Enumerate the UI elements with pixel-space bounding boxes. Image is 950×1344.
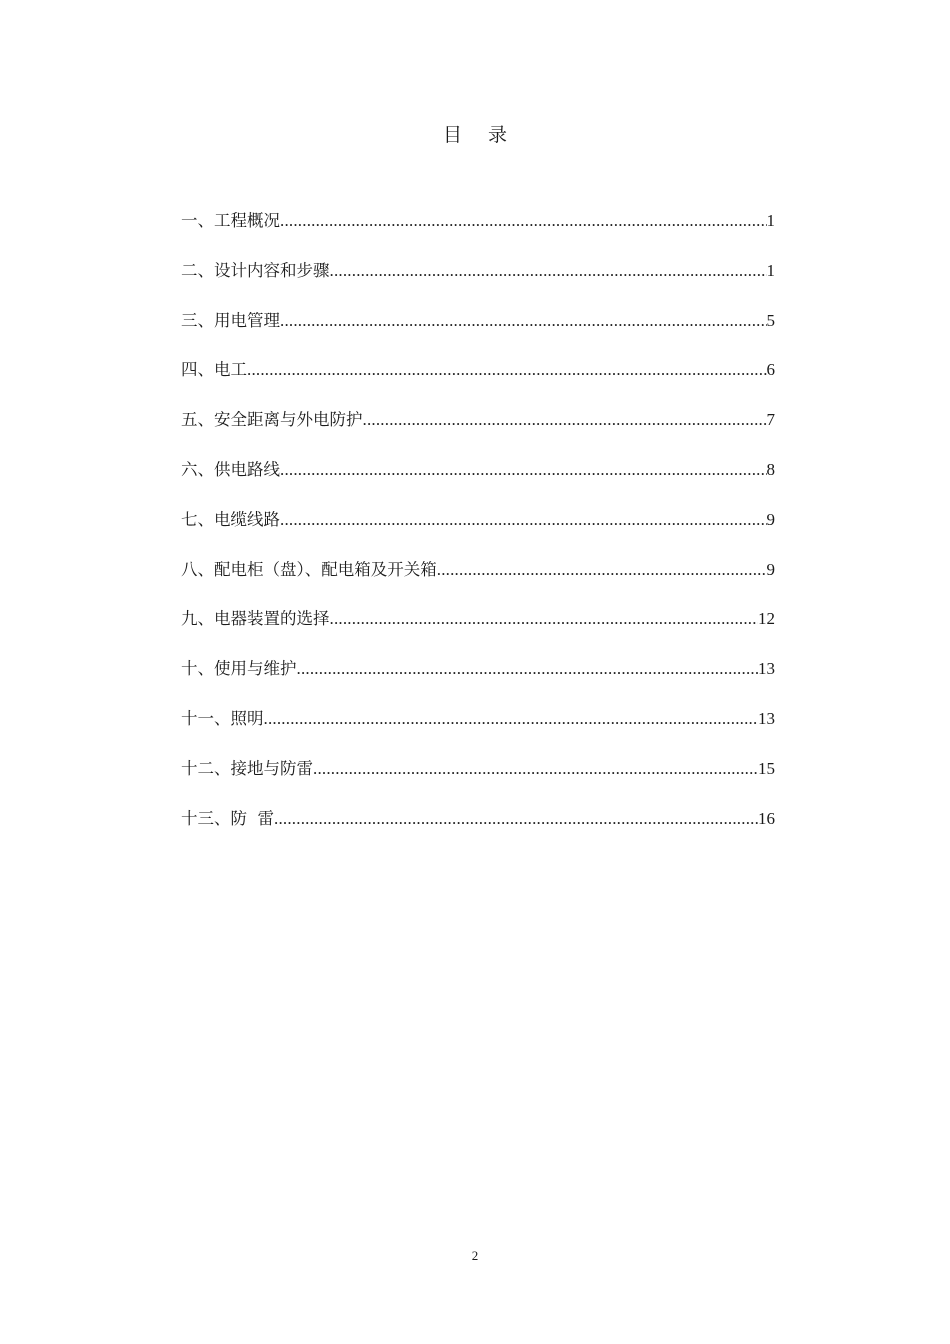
- toc-entry-page: 5: [766, 310, 775, 330]
- toc-dot-leader: [280, 209, 767, 233]
- toc-entry[interactable]: [181, 259, 775, 309]
- toc-entry-page: 13: [758, 708, 775, 728]
- toc-entry-label: 九、电器装置的选择: [181, 609, 330, 629]
- toc-dot-leader: [363, 408, 767, 432]
- toc-entry-label: 六、供电路线: [181, 459, 280, 479]
- toc-entry-label: 十、使用与维护: [181, 659, 297, 679]
- toc-entry-label: 十二、接地与防雷: [181, 758, 313, 778]
- toc-entry-label: 十三、防 雷: [181, 808, 274, 828]
- toc-dot-leader: [280, 309, 767, 333]
- table-of-contents: [181, 209, 775, 856]
- toc-entry[interactable]: [181, 209, 775, 259]
- toc-entry[interactable]: [181, 358, 775, 408]
- toc-entry-page: 8: [766, 459, 775, 479]
- toc-entry-page: 6: [766, 360, 775, 380]
- toc-entry-label: 十一、照明: [181, 708, 264, 728]
- toc-entry[interactable]: [181, 309, 775, 359]
- toc-entry-label: 二、设计内容和步骤: [181, 260, 330, 280]
- toc-dot-leader: [274, 807, 758, 831]
- toc-dot-leader: [247, 358, 767, 382]
- toc-entry[interactable]: [181, 707, 775, 757]
- toc-entry-page: 13: [758, 659, 775, 679]
- toc-entry-page: 9: [766, 509, 775, 529]
- toc-entry-page: 1: [766, 260, 775, 280]
- toc-entry[interactable]: [181, 408, 775, 458]
- toc-entry-page: 1: [766, 211, 775, 230]
- toc-dot-leader: [330, 607, 759, 631]
- toc-dot-leader: [313, 757, 758, 781]
- toc-entry-label: 四、电工: [181, 360, 247, 380]
- toc-entry[interactable]: [181, 657, 775, 707]
- toc-entry[interactable]: [181, 558, 775, 608]
- toc-dot-leader: [330, 259, 767, 283]
- toc-entry-label: 三、用电管理: [181, 310, 280, 330]
- toc-entry[interactable]: [181, 458, 775, 508]
- toc-entry[interactable]: [181, 607, 775, 657]
- toc-entry[interactable]: [181, 757, 775, 807]
- toc-entry-page: 9: [766, 559, 775, 579]
- toc-entry[interactable]: [181, 807, 775, 857]
- toc-entry-label: 七、电缆线路: [181, 509, 280, 529]
- toc-entry-label: 八、配电柜（盘）、配电箱及开关箱: [181, 559, 437, 579]
- toc-dot-leader: [297, 657, 759, 681]
- toc-title: 目录: [442, 124, 533, 146]
- toc-dot-leader: [280, 458, 767, 482]
- toc-dot-leader: [437, 558, 767, 582]
- toc-entry-label: 五、安全距离与外电防护: [181, 410, 363, 430]
- page-number: 2: [471, 1248, 479, 1263]
- toc-entry-page: 12: [758, 609, 775, 629]
- toc-entry[interactable]: [181, 508, 775, 558]
- toc-entry-page: 16: [758, 808, 775, 828]
- toc-dot-leader: [280, 508, 767, 532]
- toc-entry-page: 15: [758, 758, 775, 778]
- toc-dot-leader: [264, 707, 759, 731]
- toc-entry-label: 一、工程概况: [181, 211, 280, 230]
- toc-entry-page: 7: [766, 410, 775, 430]
